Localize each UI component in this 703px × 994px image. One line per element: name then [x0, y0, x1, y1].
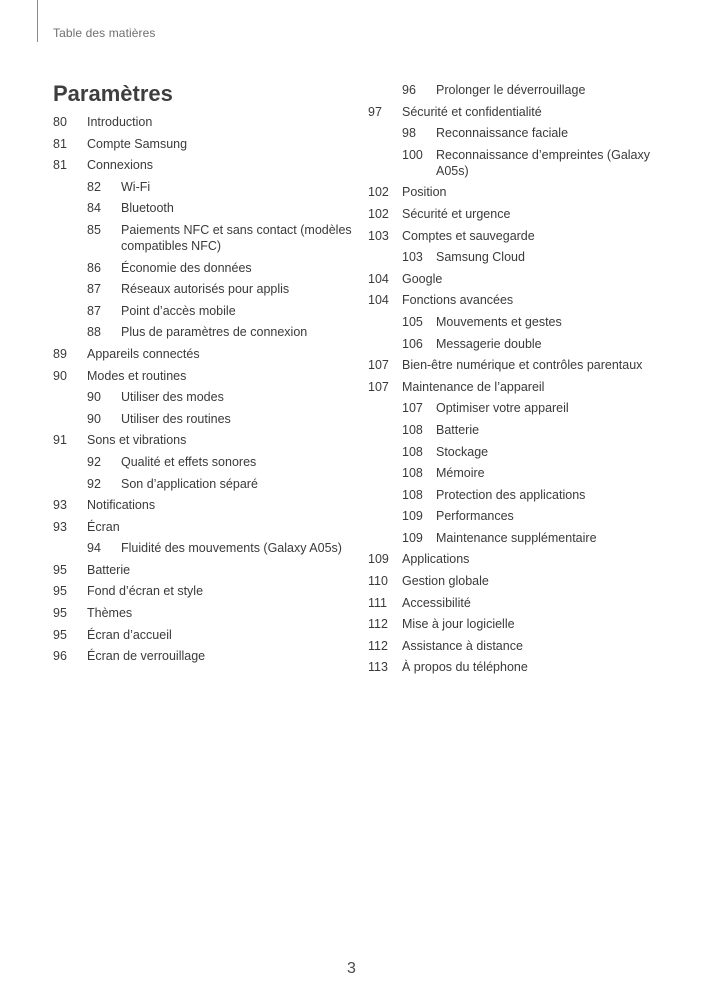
toc-subentry[interactable] — [368, 336, 668, 352]
toc-entry-title: Mémoire — [436, 466, 485, 481]
toc-page-number: 109 — [368, 552, 389, 567]
toc-page-number: 93 — [53, 519, 67, 534]
toc-subentry[interactable] — [368, 147, 668, 179]
toc-entry-title: Performances — [436, 509, 514, 524]
toc-entry-title: Paiements NFC et sans contact (modèles compatibles NFC) — [121, 222, 352, 253]
toc-entry-title: Utiliser des routines — [121, 411, 231, 426]
section-title: Paramètres — [53, 81, 173, 106]
toc-page-number: 108 — [402, 422, 423, 437]
toc-entry-title: Google — [402, 271, 443, 286]
toc-entry[interactable] — [368, 616, 668, 632]
toc-entry-title: Batterie — [436, 422, 480, 437]
toc-page-number: 103 — [402, 250, 423, 265]
toc-column-left — [53, 114, 353, 670]
toc-subentry[interactable] — [53, 200, 353, 216]
toc-entry-title: Fonctions avancées — [402, 293, 514, 308]
toc-page-number: 93 — [53, 498, 67, 513]
toc-entry[interactable] — [368, 206, 668, 222]
toc-page-number: 87 — [87, 282, 101, 297]
toc-page-number: 98 — [402, 126, 416, 141]
toc-entry[interactable] — [53, 562, 353, 578]
toc-column-right — [368, 82, 668, 681]
toc-entry-title: Point d’accès mobile — [121, 303, 236, 318]
toc-page-number: 85 — [87, 222, 101, 237]
toc-subentry[interactable] — [368, 314, 668, 330]
toc-page-number: 84 — [87, 201, 101, 216]
toc-entry-title: Appareils connectés — [87, 346, 200, 361]
toc-entry-title: Comptes et sauvegarde — [402, 228, 535, 243]
toc-page-number: 88 — [87, 325, 101, 340]
toc-page-number: 110 — [368, 574, 388, 589]
toc-subentry[interactable] — [53, 303, 353, 319]
toc-page-number: 105 — [402, 314, 423, 329]
toc-entry-title: Messagerie double — [436, 336, 542, 351]
toc-page-number: 112 — [368, 638, 388, 653]
toc-page-number: 104 — [368, 271, 389, 286]
toc-entry[interactable] — [53, 519, 353, 535]
margin-rule — [37, 0, 38, 42]
toc-page-number: 80 — [53, 115, 67, 129]
toc-entry-title: Fond d’écran et style — [87, 584, 204, 599]
toc-entry-title: Thèmes — [87, 606, 133, 621]
toc-entry-title: Accessibilité — [402, 595, 471, 610]
toc-entry-title: Réseaux autorisés pour applis — [121, 282, 290, 297]
toc-entry-title: Écran de verrouillage — [87, 649, 206, 664]
toc-page-number: 92 — [87, 476, 101, 491]
toc-entry-title: Compte Samsung — [87, 136, 188, 151]
toc-page-number: 96 — [402, 83, 416, 97]
toc-entry-title: Applications — [402, 552, 470, 567]
toc-entry-title: Connexions — [87, 158, 154, 173]
toc-entry[interactable] — [368, 379, 668, 395]
toc-entry-title: Modes et routines — [87, 368, 187, 383]
toc-subentry[interactable] — [368, 444, 668, 460]
toc-entry-title: Qualité et effets sonores — [121, 454, 257, 469]
toc-page-number: 100 — [402, 147, 423, 162]
toc-entry-title: Reconnaissance faciale — [436, 126, 569, 141]
toc-entry-title: Reconnaissance d’empreintes (Galaxy A05s) — [436, 147, 650, 178]
page-number: 3 — [347, 960, 356, 977]
toc-entry-title: Utiliser des modes — [121, 390, 224, 405]
toc-entry-title: Plus de paramètres de connexion — [121, 325, 308, 340]
toc-entry-title: Sécurité et confidentialité — [402, 104, 542, 119]
toc-page-number: 95 — [53, 627, 67, 642]
toc-page-number: 90 — [87, 390, 101, 405]
toc-entry-title: Écran — [87, 519, 120, 534]
toc-entry-title: Maintenance supplémentaire — [436, 530, 597, 545]
toc-entry-title: Protection des applications — [436, 487, 586, 502]
toc-entry-title: Position — [402, 185, 447, 200]
toc-entry[interactable] — [368, 551, 668, 567]
toc-subentry[interactable] — [53, 222, 353, 254]
toc-subentry[interactable] — [53, 179, 353, 195]
toc-page-number: 108 — [402, 444, 423, 459]
toc-subentry[interactable] — [368, 487, 668, 503]
toc-entry-title: Économie des données — [121, 260, 252, 275]
toc-entry-title: Mouvements et gestes — [436, 314, 562, 329]
toc-entry-title: Maintenance de l’appareil — [402, 379, 545, 394]
toc-page-number: 112 — [368, 617, 388, 632]
toc-entry-title: Wi-Fi — [121, 179, 151, 194]
toc-subentry[interactable] — [53, 281, 353, 297]
toc-entry-title: Optimiser votre appareil — [436, 401, 569, 416]
toc-subentry[interactable] — [53, 476, 353, 492]
toc-page-number: 106 — [402, 336, 423, 351]
toc-page-number: 103 — [368, 228, 389, 243]
toc-page-number: 95 — [53, 606, 67, 621]
toc-page-number: 107 — [368, 379, 389, 394]
toc-page-number: 81 — [53, 136, 67, 151]
toc-subentry[interactable] — [368, 249, 668, 265]
toc-entry[interactable] — [53, 648, 353, 664]
toc-page-number: 109 — [402, 509, 423, 524]
toc-entry-title: À propos du téléphone — [402, 660, 528, 675]
toc-entry[interactable] — [53, 136, 353, 152]
toc-subentry[interactable] — [368, 82, 668, 98]
toc-page-number: 81 — [53, 158, 67, 173]
toc-entry[interactable] — [53, 114, 353, 130]
toc-entry[interactable] — [368, 228, 668, 244]
toc-page-number: 86 — [87, 260, 101, 275]
toc-entry-title: Écran d’accueil — [87, 627, 172, 642]
toc-subentry[interactable] — [53, 324, 353, 340]
toc-entry[interactable] — [368, 292, 668, 308]
toc-entry[interactable] — [53, 497, 353, 513]
toc-entry-title: Sécurité et urgence — [402, 206, 511, 221]
toc-page-number: 91 — [53, 433, 67, 448]
toc-page-number: 108 — [402, 466, 423, 481]
toc-subentry[interactable] — [53, 389, 353, 405]
toc-subentry[interactable] — [368, 400, 668, 416]
toc-entry[interactable] — [53, 157, 353, 173]
toc-page-number: 92 — [87, 454, 101, 469]
toc-entry[interactable] — [368, 357, 668, 373]
toc-page-number: 108 — [402, 487, 423, 502]
toc-entry-title: Bien-être numérique et contrôles parentaux — [402, 358, 643, 373]
toc-entry[interactable] — [53, 368, 353, 384]
toc-page-number: 90 — [87, 411, 101, 426]
toc-entry[interactable] — [53, 627, 353, 643]
toc-entry-title: Stockage — [436, 444, 489, 459]
toc-entry-title: Fluidité des mouvements (Galaxy A05s) — [121, 541, 342, 556]
toc-entry-title: Bluetooth — [121, 201, 174, 216]
toc-page-number: 97 — [368, 104, 382, 119]
toc-entry[interactable] — [368, 271, 668, 287]
toc-page-number: 94 — [87, 541, 101, 556]
toc-entry[interactable] — [53, 432, 353, 448]
toc-entry-title: Prolonger le déverrouillage — [436, 83, 586, 97]
toc-page-number: 107 — [402, 401, 423, 416]
toc-entry[interactable] — [53, 346, 353, 362]
running-header: Table des matières — [53, 26, 156, 40]
toc-entry[interactable] — [368, 104, 668, 120]
toc-page-number: 102 — [368, 206, 389, 221]
toc-entry-title: Notifications — [87, 498, 156, 513]
toc-page-number: 87 — [87, 303, 101, 318]
toc-page-number: 102 — [368, 185, 389, 200]
toc-entry[interactable] — [368, 638, 668, 654]
toc-entry-title: Mise à jour logicielle — [402, 617, 515, 632]
toc-entry-title: Introduction — [87, 115, 153, 129]
toc-entry[interactable] — [368, 659, 668, 675]
toc-subentry[interactable] — [53, 260, 353, 276]
toc-subentry[interactable] — [53, 454, 353, 470]
toc-entry-title: Sons et vibrations — [87, 433, 187, 448]
toc-subentry[interactable] — [368, 530, 668, 546]
toc-subentry[interactable] — [53, 540, 353, 556]
toc-page-number: 111 — [368, 595, 388, 610]
toc-entry[interactable] — [368, 595, 668, 611]
toc-subentry[interactable] — [368, 422, 668, 438]
toc-page-number: 95 — [53, 584, 67, 599]
toc-page-number: 90 — [53, 368, 67, 383]
toc-entry-title: Assistance à distance — [402, 638, 523, 653]
toc-page-number: 107 — [368, 358, 389, 373]
toc-entry[interactable] — [53, 583, 353, 599]
toc-entry-title: Batterie — [87, 562, 131, 577]
toc-subentry[interactable] — [368, 508, 668, 524]
toc-page-number: 89 — [53, 346, 67, 361]
toc-subentry[interactable] — [53, 411, 353, 427]
toc-entry[interactable] — [368, 573, 668, 589]
toc-subentry[interactable] — [368, 465, 668, 481]
toc-subentry[interactable] — [368, 125, 668, 141]
toc-page-number: 96 — [53, 649, 67, 664]
toc-page-number: 95 — [53, 562, 67, 577]
toc-page-number: 113 — [368, 660, 388, 675]
toc-entry-title: Samsung Cloud — [436, 250, 525, 265]
toc-entry[interactable] — [368, 184, 668, 200]
toc-page-number: 104 — [368, 293, 389, 308]
toc-page-number: 82 — [87, 179, 101, 194]
toc-entry[interactable] — [53, 605, 353, 621]
toc-entry-title: Gestion globale — [402, 574, 489, 589]
toc-page-number: 109 — [402, 530, 423, 545]
toc-entry-title: Son d’application séparé — [121, 476, 258, 491]
